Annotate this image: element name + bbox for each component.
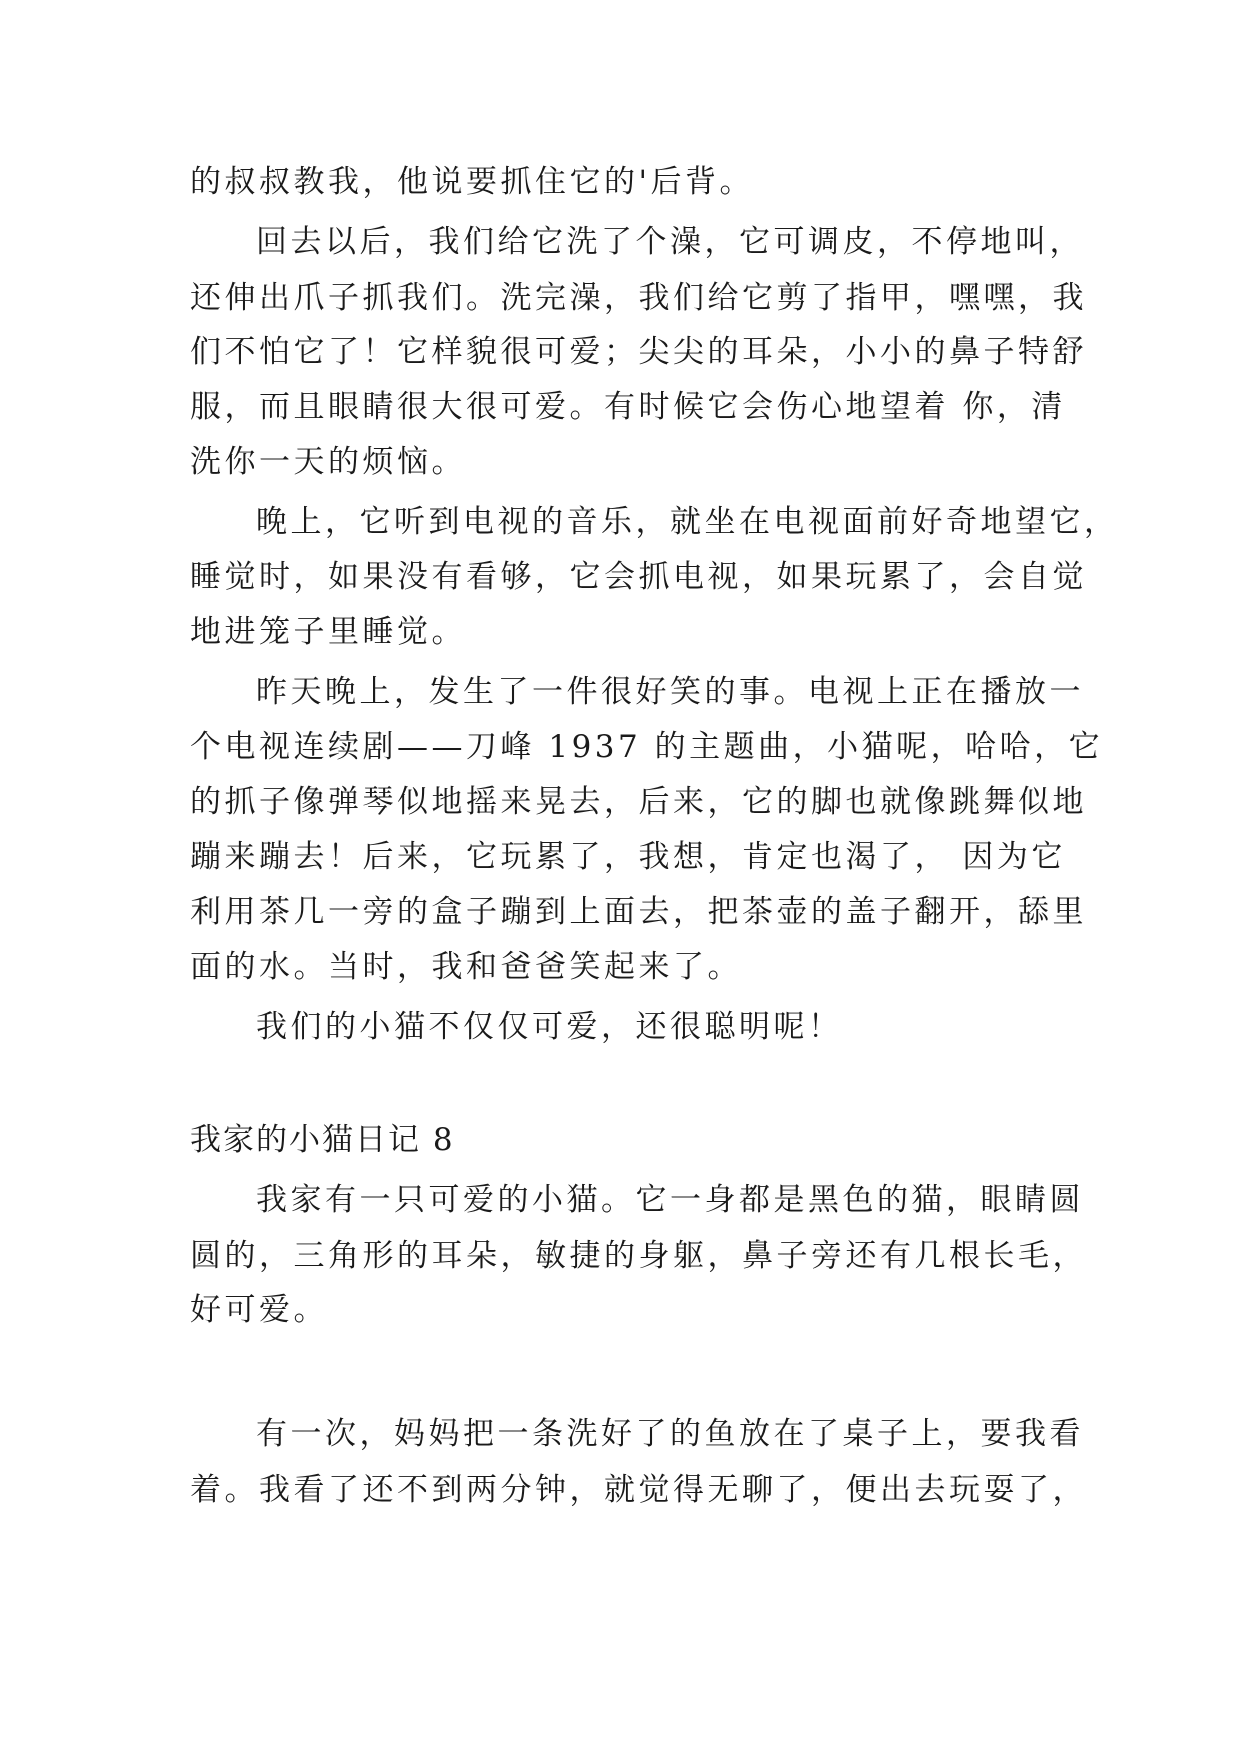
- text-line: 利用茶几一旁的盒子蹦到上面去，把茶壶的盖子翻开，舔里: [190, 894, 1087, 930]
- text-line: 我们的小猫不仅仅可爱，还很聪明呢！: [256, 1009, 843, 1045]
- text-line: 还伸出爪子抓我们。洗完澡，我们给它剪了指甲，嘿嘿，我: [190, 280, 1087, 316]
- section-title: 我家的小猫日记 8: [190, 1122, 455, 1158]
- text-line: 的抓子像弹琴似地摇来晃去，后来，它的脚也就像跳舞似地: [190, 784, 1087, 820]
- text-line: 着。我看了还不到两分钟，就觉得无聊了，便出去玩耍了，: [190, 1472, 1087, 1508]
- text-line: 个电视连续剧——刀峰 1937 的主题曲，小猫呢，哈哈，它: [190, 729, 1104, 765]
- text-line: 面的水。当时，我和爸爸笑起来了。: [190, 949, 742, 985]
- text-line: 好可爱。: [190, 1292, 328, 1328]
- text-line: 洗你一天的烦恼。: [190, 444, 466, 480]
- text-line: 我家有一只可爱的小猫。它一身都是黑色的猫，眼睛圆: [256, 1182, 1084, 1218]
- text-line: 睡觉时，如果没有看够，它会抓电视，如果玩累了，会自觉: [190, 559, 1087, 595]
- text-line: 的叔叔教我，他说要抓住它的'后背。: [190, 164, 755, 200]
- text-line: 蹦来蹦去！后来，它玩累了，我想，肯定也渴了， 因为它: [190, 839, 1066, 875]
- text-line: 回去以后，我们给它洗了个澡，它可调皮，不停地叫，: [256, 224, 1084, 260]
- text-line: 圆的，三角形的耳朵，敏捷的身躯，鼻子旁还有几根长毛，: [190, 1238, 1087, 1274]
- text-line: 有一次，妈妈把一条洗好了的鱼放在了桌子上，要我看: [256, 1416, 1084, 1452]
- text-line: 服，而且眼睛很大很可爱。有时候它会伤心地望着 你，清: [190, 389, 1066, 425]
- text-line: 晚上，它听到电视的音乐，就坐在电视面前好奇地望它，: [256, 504, 1119, 540]
- text-line: 们不怕它了！它样貌很可爱；尖尖的耳朵，小小的鼻子特舒: [190, 334, 1087, 370]
- text-line: 昨天晚上，发生了一件很好笑的事。电视上正在播放一: [256, 674, 1084, 710]
- text-line: 地进笼子里睡觉。: [190, 614, 466, 650]
